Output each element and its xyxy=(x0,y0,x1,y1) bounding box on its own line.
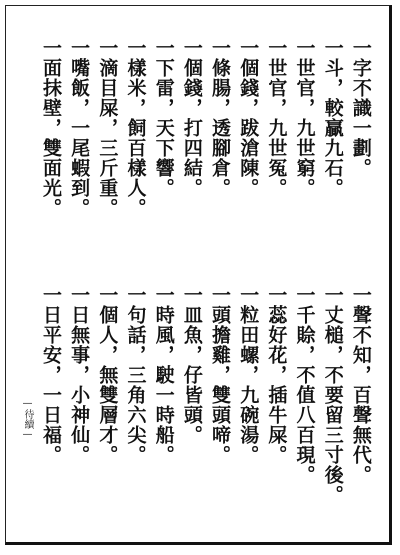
proverb-column: 一面抹壁，雙面光。 xyxy=(40,38,62,218)
proverb-column: 一嘴飯，一尾蝦到。 xyxy=(68,38,91,218)
proverb-column: 一樣米，飼百樣人。 xyxy=(124,38,147,218)
proverb-column: 一斗，較贏九石。 xyxy=(321,38,344,198)
proverb-column: 一下雷，天下響。 xyxy=(152,38,175,198)
proverb-column: 一字不識一劃。 xyxy=(349,38,372,178)
proverb-block-bottom xyxy=(40,285,372,510)
proverb-column: 一個錢，打四結。 xyxy=(180,38,203,198)
proverb-column: 一句話，三角六尖。 xyxy=(124,285,147,465)
proverb-column: 一皿魚，仔皆頭。 xyxy=(180,285,203,445)
proverb-column: 一日平安，一日福。 xyxy=(40,285,62,465)
proverb-column: 一條腸，透腳倉。 xyxy=(209,38,232,198)
proverb-column: 一粒田螺，九碗湯。 xyxy=(237,285,260,465)
proverb-column: 一時風，駛一時船。 xyxy=(152,285,175,465)
proverb-block-top xyxy=(40,38,372,270)
proverb-column: 一滴目屎，三斤重。 xyxy=(96,38,119,218)
proverb-column: 一世官，九世冤。 xyxy=(265,38,288,198)
proverb-column: 一世官，九世窮。 xyxy=(293,38,316,198)
proverb-column: 一蕊好花，插牛屎。 xyxy=(265,285,288,465)
proverb-column: 一日無事，小神仙。 xyxy=(68,285,91,465)
proverb-column: 一個人，無雙層才。 xyxy=(96,285,119,465)
continuation-note: —待續— xyxy=(22,398,33,440)
proverb-column: 一頭擔雞，雙頭啼。 xyxy=(209,285,232,465)
proverb-column: 一聲不知，百聲無代。 xyxy=(349,285,372,485)
proverb-column: 一個錢，跋滄陳。 xyxy=(237,38,260,198)
proverb-column: 一丈槌，不要留三寸後。 xyxy=(321,285,344,505)
proverb-column: 一千賒，不值八百現。 xyxy=(293,285,316,485)
